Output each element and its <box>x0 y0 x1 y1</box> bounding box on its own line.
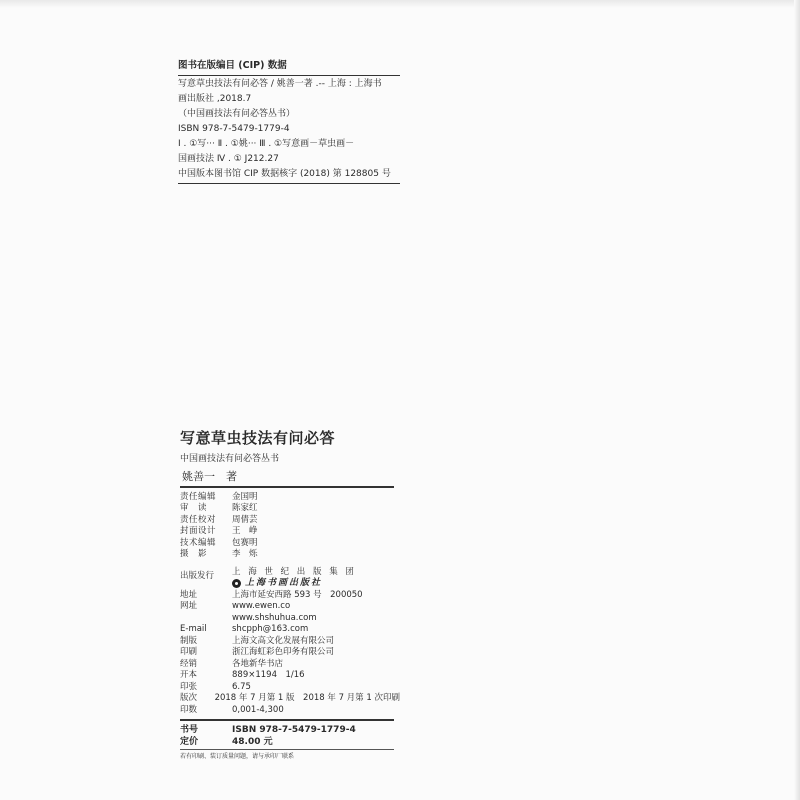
cip-line: 中国版本图书馆 CIP 数据核字 (2018) 第 128805 号 <box>178 169 391 179</box>
page-edge-shadow-right <box>794 0 800 800</box>
detail-row <box>180 682 400 694</box>
detail-value: www.shshuhua.com <box>232 612 317 623</box>
publication-details <box>180 567 400 717</box>
page-edge-shadow <box>0 0 800 8</box>
credit-row <box>180 503 400 515</box>
detail-row <box>180 670 400 682</box>
credit-value: 王 峥 <box>232 526 258 536</box>
detail-value: 上海文高文化发展有限公司 <box>232 635 335 646</box>
detail-label: 印数 <box>180 704 198 715</box>
publisher-press: 上海书画出版社 <box>245 578 323 588</box>
cip-line: 写意草虫技法有问必答 / 姚善一著 .-- 上海 : 上海书 <box>178 79 382 89</box>
book-title: 写意草虫技法有问必答 <box>180 429 336 447</box>
author-rule <box>180 486 394 488</box>
detail-row <box>180 647 400 659</box>
price-label: 定价 <box>180 737 199 747</box>
detail-label: 地址 <box>180 589 198 600</box>
cip-line: ISBN 978-7-5479-1779-4 <box>178 124 290 134</box>
detail-label: 印张 <box>180 681 198 692</box>
detail-label: 印刷 <box>180 647 198 657</box>
detail-row <box>180 636 400 648</box>
credit-value: 李 烁 <box>232 549 258 559</box>
cip-rule-bottom <box>178 183 400 184</box>
publisher-block <box>180 567 400 590</box>
detail-row <box>180 693 400 705</box>
author-line: 姚善一 著 <box>182 470 237 483</box>
cip-line: 国画技法 Ⅳ . ① J212.27 <box>178 154 279 164</box>
credits-list <box>180 492 400 561</box>
detail-value: 0,001-4,300 <box>232 704 284 715</box>
cip-data-block <box>178 58 400 185</box>
isbn-row <box>180 724 400 737</box>
price-row <box>180 736 400 749</box>
detail-label: 开本 <box>180 670 198 680</box>
detail-value: shcpph@163.com <box>232 624 309 634</box>
credit-row <box>180 538 400 550</box>
credit-row <box>180 526 400 538</box>
price-value: 48.00 元 <box>232 737 273 747</box>
cip-line: （中国画技法有问必答丛书） <box>178 109 296 119</box>
detail-label <box>180 613 232 625</box>
colophon <box>180 428 400 761</box>
publisher-logo-icon <box>232 579 241 588</box>
cip-rule-top <box>178 75 400 76</box>
cip-line: 画出版社 ,2018.7 <box>178 94 252 104</box>
credit-label: 责任校对 <box>180 514 217 525</box>
detail-value: 889×1194 1/16 <box>232 670 305 680</box>
credit-row <box>180 549 400 561</box>
price-rule-top <box>180 719 394 721</box>
detail-value: 2018 年 7 月第 1 版 2018 年 7 月第 1 次印刷 <box>214 693 400 703</box>
credit-row <box>180 515 400 527</box>
price-block <box>180 724 400 749</box>
detail-label: E-mail <box>180 624 207 634</box>
detail-value: 各地新华书店 <box>232 658 284 669</box>
isbn-value: ISBN 978-7-5479-1779-4 <box>232 724 356 735</box>
detail-value: 浙江海虹彩色印务有限公司 <box>232 647 335 657</box>
publisher-group: 上 海 世 纪 出 版 集 团 <box>232 566 357 577</box>
credit-label: 技术编辑 <box>180 537 217 548</box>
cip-line: Ⅰ . ①写··· Ⅱ . ①姚··· Ⅲ . ①写意画－草虫画－ <box>178 139 355 149</box>
detail-row <box>180 613 400 625</box>
credit-label: 审 读 <box>180 503 208 513</box>
detail-row <box>180 590 400 602</box>
credit-label: 封面设计 <box>180 526 217 536</box>
detail-row <box>180 601 400 613</box>
series-name: 中国画技法有问必答丛书 <box>180 454 280 464</box>
credit-label: 摄 影 <box>180 549 208 559</box>
price-rule-bottom <box>180 749 394 750</box>
detail-label: 网址 <box>180 601 198 611</box>
credit-label: 责任编辑 <box>180 491 217 502</box>
credit-value: 包赛明 <box>232 537 258 548</box>
detail-label: 版次 <box>180 693 198 703</box>
credit-value: 金国明 <box>232 491 258 502</box>
detail-label: 经销 <box>180 658 198 669</box>
detail-value: 上海市延安西路 593 号 200050 <box>232 589 363 600</box>
credit-value: 陈家红 <box>232 503 258 513</box>
detail-row <box>180 659 400 671</box>
publisher-label: 出版发行 <box>180 570 215 581</box>
detail-value: 6.75 <box>232 681 251 692</box>
detail-row <box>180 624 400 636</box>
credit-value: 周倩芸 <box>232 514 258 525</box>
detail-value: www.ewen.co <box>232 601 291 611</box>
quality-footnote: 若有印刷、装订质量问题，请与承印厂联系 <box>180 752 295 760</box>
isbn-label: 书号 <box>180 724 199 735</box>
cip-title: 图书在版编目 (CIP) 数据 <box>178 60 287 71</box>
credit-row <box>180 492 400 504</box>
detail-label: 制版 <box>180 635 198 646</box>
detail-row <box>180 705 400 717</box>
